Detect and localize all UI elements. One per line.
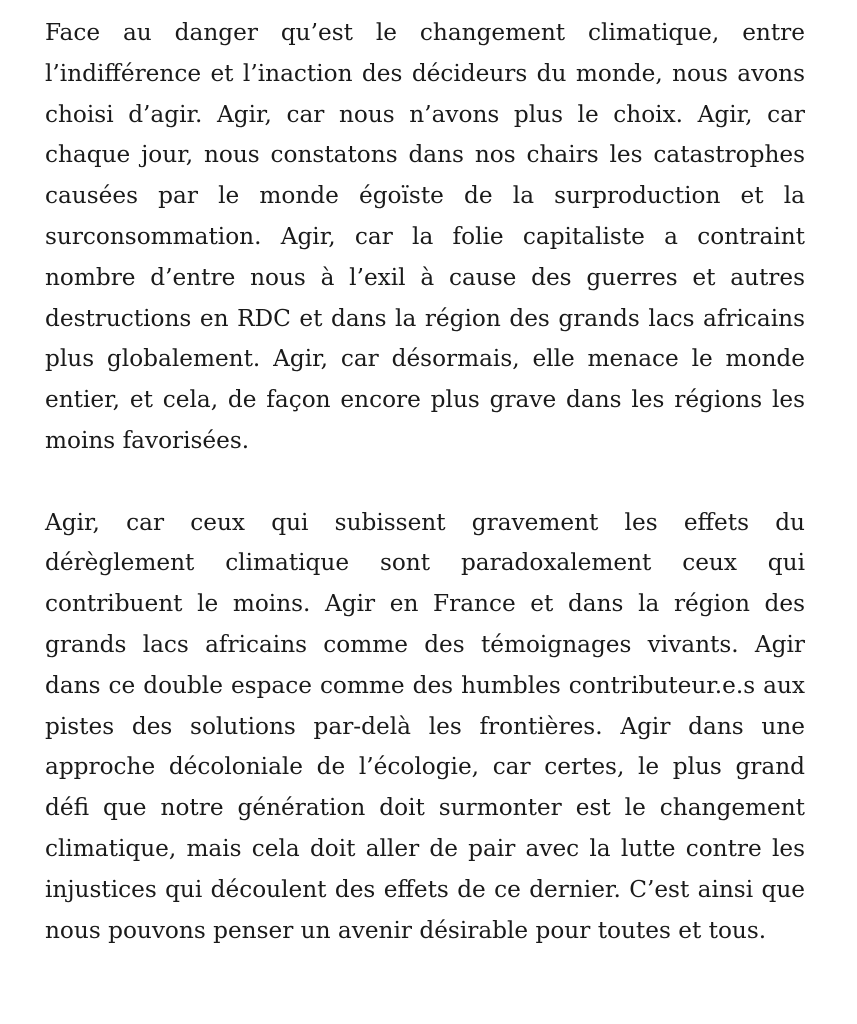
article-body bbox=[45, 13, 805, 951]
paragraph-1: Face au danger qu’est le changement climatique, entre l’indifférence et l’inaction des décideurs du monde, nous avons choisi d’agir. Agir, car nous n’avons plus le choix. Agir, car chaque jour, nous constatons dans nos chairs les catastrophes causées par le monde égoïste de la surproduction et la surconsommation. Agir, car la folie capitaliste a contraint nombre d’entre nous à l’exil à cause des guerres et autres destructions en RDC et dans la région des grands lacs africains plus globalement. Agir, car désormais, elle menace le monde entier, et cela, de façon encore plus grave dans les régions les moins favorisées. bbox=[45, 19, 805, 454]
paragraph-2: Agir, car ceux qui subissent gravement les effets du dérèglement climatique sont paradoxalement ceux qui contribuent le moins. Agir en France et dans la région des grands lacs africains comme des témoignages vivants. Agir dans ce double espace comme des humbles contributeur.e.s aux pistes des solutions par-delà les frontières. Agir dans une approche décoloniale de l’écologie, car certes, le plus grand défi que notre génération doit surmonter est le changement climatique, mais cela doit aller de pair avec la lutte contre les injustices qui découlent des effets de ce dernier. C’est ainsi que nous pouvons penser un avenir désirable pour toutes et tous. bbox=[45, 508, 805, 944]
